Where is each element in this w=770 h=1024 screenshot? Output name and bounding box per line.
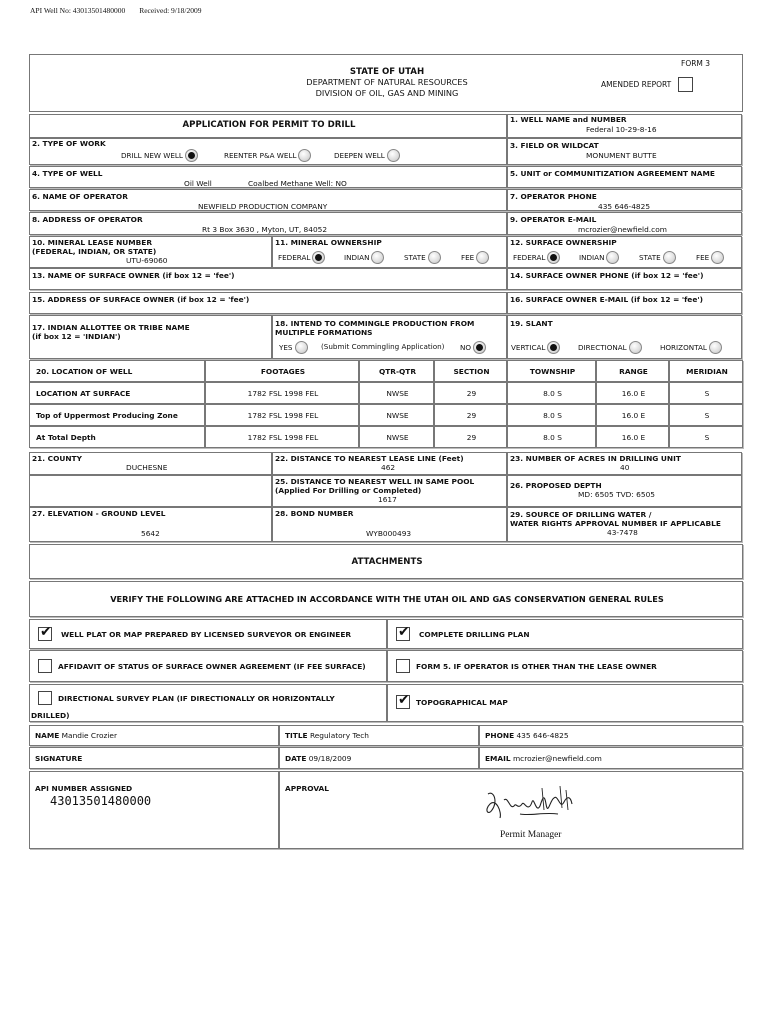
- depth-box: [507, 475, 742, 507]
- lease-line-label: 22. DISTANCE TO NEAREST LEASE LINE (Feet): [275, 454, 464, 463]
- attachments-header: [29, 544, 743, 579]
- table-cell[interactable]: 1782 FSL 1998 FEL: [205, 426, 359, 448]
- field-value[interactable]: MONUMENT BUTTE: [586, 151, 657, 160]
- check-mark-icon: ✔: [40, 624, 52, 640]
- table-cell[interactable]: 29: [434, 382, 507, 404]
- surface-owner-address-label: 15. ADDRESS OF SURFACE OWNER (if box 12 = 'fee'): [32, 295, 250, 304]
- slant-vertical-radio[interactable]: [547, 341, 560, 354]
- commingle-yes-option[interactable]: YES: [279, 341, 308, 354]
- table-cell[interactable]: S: [669, 404, 743, 426]
- bond-box: [272, 507, 507, 542]
- directional-survey-label-cont: DRILLED): [31, 711, 70, 720]
- api-number-box: [29, 771, 279, 849]
- check-mark-icon: ✔: [398, 692, 410, 708]
- well-name-label: 1. WELL NAME and NUMBER: [510, 115, 627, 124]
- table-cell[interactable]: 29: [434, 426, 507, 448]
- table-header-cell: TOWNSHIP: [507, 360, 596, 382]
- form5-checkbox[interactable]: [396, 659, 410, 673]
- operator-address-label: 8. ADDRESS OF OPERATOR: [32, 215, 143, 224]
- mineral-lease-value[interactable]: UTU-69060: [126, 256, 168, 265]
- attachment-affidavit[interactable]: [29, 650, 387, 682]
- check-mark-icon: ✔: [398, 624, 410, 640]
- depth-label: 26. PROPOSED DEPTH: [510, 481, 602, 490]
- commingle-sublabel: MULTIPLE FORMATIONS: [275, 328, 373, 337]
- title-value[interactable]: Regulatory Tech: [309, 731, 369, 740]
- approval-label: APPROVAL: [285, 784, 329, 793]
- indian-allottee-sublabel: (if box 12 = 'INDIAN'): [32, 332, 121, 341]
- commingle-no-option[interactable]: NO: [460, 341, 486, 354]
- phone-value[interactable]: 435 646-4825: [516, 731, 569, 740]
- email-label: EMAIL: [485, 754, 511, 763]
- table-cell[interactable]: 8.0 S: [507, 404, 596, 426]
- permit-manager: Permit Manager: [500, 830, 562, 840]
- commingle-yes-radio[interactable]: [295, 341, 308, 354]
- mineral-lease-label: 10. MINERAL LEASE NUMBER: [32, 238, 153, 247]
- mineral-ownership-label: 11. MINERAL OWNERSHIP: [275, 238, 382, 247]
- mineral-federal-radio[interactable]: [312, 251, 325, 264]
- county-value[interactable]: DUCHESNE: [126, 463, 168, 472]
- table-cell[interactable]: 29: [434, 404, 507, 426]
- surface-indian-option[interactable]: INDIAN: [579, 251, 619, 264]
- directional-survey-checkbox[interactable]: [38, 691, 52, 705]
- bond-label: 28. BOND NUMBER: [275, 509, 354, 518]
- amended-report-checkbox[interactable]: [678, 77, 693, 92]
- mineral-ownership-box: [272, 236, 507, 268]
- acres-box: [507, 452, 742, 475]
- page-header: [30, 6, 213, 15]
- commingle-no-radio[interactable]: [473, 341, 486, 354]
- form5-label: FORM 5. IF OPERATOR IS OTHER THAN THE LEASE OWNER: [416, 662, 657, 671]
- state-title: STATE OF UTAH: [349, 67, 425, 77]
- approval-signature-icon: [480, 780, 590, 830]
- deepen-well-option[interactable]: DEEPEN WELL: [334, 149, 400, 162]
- commingle-note: (Submit Commingling Application): [321, 342, 445, 351]
- date-box: [279, 747, 479, 769]
- surface-owner-name-label: 13. NAME OF SURFACE OWNER (if box 12 = 'fee'): [32, 271, 235, 280]
- type-of-well-box: [29, 166, 507, 188]
- table-cell[interactable]: 8.0 S: [507, 426, 596, 448]
- well-plat-label: WELL PLAT OR MAP PREPARED BY LICENSED SURVEYOR OR ENGINEER: [61, 630, 352, 639]
- reenter-pa-well-radio[interactable]: [298, 149, 311, 162]
- api-number-value[interactable]: 43013501480000: [50, 794, 152, 808]
- surface-owner-address-box[interactable]: [29, 292, 507, 314]
- table-cell[interactable]: 16.0 E: [596, 426, 669, 448]
- surface-fee-option[interactable]: FEE: [696, 251, 724, 264]
- operator-address-box: [29, 212, 507, 235]
- surface-owner-phone-label: 14. SURFACE OWNER PHONE (if box 12 = 'fee'): [510, 271, 704, 280]
- bond-value[interactable]: WYB000493: [366, 529, 412, 538]
- attachment-drilling-plan[interactable]: [387, 619, 743, 649]
- table-header-cell: FOOTAGES: [205, 360, 359, 382]
- api-number-label: API NUMBER ASSIGNED: [35, 784, 133, 793]
- mineral-fee-radio[interactable]: [476, 251, 489, 264]
- unit-agreement-box: [507, 166, 742, 188]
- table-cell[interactable]: 1782 FSL 1998 FEL: [205, 404, 359, 426]
- table-cell[interactable]: NWSE: [359, 404, 434, 426]
- slant-horizontal-radio[interactable]: [709, 341, 722, 354]
- lease-line-box: [272, 452, 507, 475]
- slant-label: 19. SLANT: [510, 319, 553, 328]
- table-cell[interactable]: S: [669, 426, 743, 448]
- table-cell[interactable]: NWSE: [359, 426, 434, 448]
- application-title: APPLICATION FOR PERMIT TO DRILL: [182, 120, 356, 130]
- surface-ownership-label: 12. SURFACE OWNERSHIP: [510, 238, 617, 247]
- topographical-map-checkbox[interactable]: [396, 692, 410, 709]
- field-label: 3. FIELD OR WILDCAT: [510, 141, 599, 150]
- form-number: FORM 3: [681, 59, 711, 68]
- title-box: [279, 725, 479, 746]
- slant-directional-option[interactable]: DIRECTIONAL: [578, 341, 642, 354]
- surface-federal-option[interactable]: FEDERAL: [513, 251, 560, 264]
- slant-vertical-option[interactable]: VERTICAL: [511, 341, 560, 354]
- title-block: [29, 54, 743, 112]
- deepen-well-radio[interactable]: [387, 149, 400, 162]
- surface-owner-email-label: 16. SURFACE OWNER E-MAIL (if box 12 = 'fee'): [510, 295, 703, 304]
- attachment-well-plat[interactable]: [29, 619, 387, 649]
- county-box: [29, 452, 272, 475]
- email-value[interactable]: mcrozier@newfield.com: [512, 754, 602, 763]
- attachment-topographical-map[interactable]: [387, 684, 743, 722]
- name-value[interactable]: Mandie Crozier: [61, 731, 117, 740]
- type-of-work-box: [29, 138, 507, 165]
- elevation-label: 27. ELEVATION - GROUND LEVEL: [32, 509, 166, 518]
- mineral-state-option[interactable]: STATE: [404, 251, 441, 264]
- surface-state-radio[interactable]: [663, 251, 676, 264]
- operator-email-box: [507, 212, 742, 235]
- directional-survey-label: DIRECTIONAL SURVEY PLAN (IF DIRECTIONALLY OR HORIZONTALLY: [58, 694, 335, 703]
- table-header-cell: 20. LOCATION OF WELL: [29, 360, 205, 382]
- table-cell[interactable]: 8.0 S: [507, 382, 596, 404]
- date-label: DATE: [285, 754, 307, 763]
- acres-label: 23. NUMBER OF ACRES IN DRILLING UNIT: [510, 454, 681, 463]
- nearest-well-value[interactable]: 1617: [378, 495, 397, 504]
- operator-name-value[interactable]: NEWFIELD PRODUCTION COMPANY: [198, 202, 328, 211]
- nearest-well-sublabel: (Applied For Drilling or Completed): [275, 486, 422, 495]
- table-header-cell: RANGE: [596, 360, 669, 382]
- elevation-value[interactable]: 5642: [141, 529, 160, 538]
- signature-label: SIGNATURE: [35, 754, 83, 763]
- oil-well-value[interactable]: Oil Well: [184, 179, 212, 188]
- operator-email-label: 9. OPERATOR E-MAIL: [510, 215, 597, 224]
- table-cell[interactable]: NWSE: [359, 382, 434, 404]
- indian-allottee-label: 17. INDIAN ALLOTTEE OR TRIBE NAME: [32, 323, 190, 332]
- unit-agreement-label: 5. UNIT or COMMUNITIZATION AGREEMENT NAME: [510, 169, 715, 178]
- department-title: DEPARTMENT OF NATURAL RESOURCES: [306, 77, 468, 87]
- drill-new-well-option[interactable]: DRILL NEW WELL: [121, 149, 198, 162]
- affidavit-checkbox[interactable]: [38, 659, 52, 673]
- operator-phone-value[interactable]: 435 646-4825: [598, 202, 651, 211]
- water-box: [507, 507, 742, 542]
- slant-box: [507, 315, 742, 359]
- division-title: DIVISION OF OIL, GAS AND MINING: [315, 88, 459, 98]
- well-name-box: [507, 114, 742, 138]
- drill-new-well-radio[interactable]: [185, 149, 198, 162]
- type-of-well-label: 4. TYPE OF WELL: [32, 169, 103, 178]
- water-label: 29. SOURCE OF DRILLING WATER /: [510, 510, 652, 519]
- attachments-title: ATTACHMENTS: [351, 557, 423, 567]
- mineral-federal-option[interactable]: FEDERAL: [278, 251, 325, 264]
- surface-federal-radio[interactable]: [547, 251, 560, 264]
- water-sublabel: WATER RIGHTS APPROVAL NUMBER IF APPLICABLE: [510, 519, 721, 528]
- name-box: [29, 725, 279, 746]
- table-row: Top of Uppermost Producing Zone: [29, 404, 205, 426]
- commingle-label: 18. INTEND TO COMMINGLE PRODUCTION FROM: [275, 319, 475, 328]
- mineral-indian-option[interactable]: INDIAN: [344, 251, 384, 264]
- title-label: TITLE: [285, 731, 308, 740]
- type-of-work-label: 2. TYPE OF WORK: [32, 139, 106, 148]
- field-box: [507, 138, 742, 165]
- depth-value[interactable]: MD: 6505 TVD: 6505: [578, 490, 655, 499]
- indian-allottee-box[interactable]: [29, 315, 272, 359]
- well-plat-checkbox[interactable]: [38, 624, 52, 641]
- phone-box: [479, 725, 743, 746]
- surface-fee-radio[interactable]: [711, 251, 724, 264]
- table-cell[interactable]: 16.0 E: [596, 404, 669, 426]
- acres-value[interactable]: 40: [620, 463, 630, 472]
- operator-name-label: 6. NAME OF OPERATOR: [32, 192, 128, 201]
- received-date: Received: 9/18/2009: [139, 6, 202, 15]
- table-header-cell: MERIDIAN: [669, 360, 743, 382]
- table-row: At Total Depth: [29, 426, 205, 448]
- county-label: 21. COUNTY: [32, 454, 82, 463]
- lease-line-value[interactable]: 462: [381, 463, 396, 472]
- surface-indian-radio[interactable]: [606, 251, 619, 264]
- signature-box[interactable]: [29, 747, 279, 769]
- date-value[interactable]: 09/18/2009: [308, 754, 352, 763]
- table-row: LOCATION AT SURFACE: [29, 382, 205, 404]
- surface-state-option[interactable]: STATE: [639, 251, 676, 264]
- operator-name-box: [29, 189, 507, 211]
- slant-directional-radio[interactable]: [629, 341, 642, 354]
- blank-box: [29, 475, 272, 507]
- api-well-number: API Well No: 43013501480000: [30, 6, 126, 15]
- drilling-plan-label: COMPLETE DRILLING PLAN: [419, 630, 530, 639]
- operator-email-value[interactable]: mcrozier@newfield.com: [578, 225, 667, 234]
- surface-owner-email-box[interactable]: [507, 292, 742, 314]
- water-value[interactable]: 43-7478: [607, 528, 638, 537]
- mineral-lease-sublabel: (FEDERAL, INDIAN, OR STATE): [32, 247, 157, 256]
- nearest-well-box: [272, 475, 507, 507]
- reenter-pa-well-option[interactable]: REENTER P&A WELL: [224, 149, 311, 162]
- table-header-cell: QTR-QTR: [359, 360, 434, 382]
- nearest-well-label: 25. DISTANCE TO NEAREST WELL IN SAME POOL: [275, 477, 475, 486]
- approval-box: [279, 771, 743, 849]
- phone-label: PHONE: [485, 731, 515, 740]
- operator-phone-box: [507, 189, 742, 211]
- topographical-map-label: TOPOGRAPHICAL MAP: [416, 698, 508, 707]
- attachment-directional-survey[interactable]: [29, 684, 387, 722]
- attachment-form5[interactable]: [387, 650, 743, 682]
- surface-owner-name-box[interactable]: [29, 268, 507, 290]
- email-box: [479, 747, 743, 769]
- name-label: NAME: [35, 731, 60, 740]
- well-name-value[interactable]: Federal 10-29-8-16: [586, 125, 657, 134]
- amended-report-label: AMENDED REPORT: [601, 80, 672, 89]
- affidavit-label: AFFIDAVIT OF STATUS OF SURFACE OWNER AGREEMENT (IF FEE SURFACE): [58, 662, 366, 671]
- table-cell[interactable]: 1782 FSL 1998 FEL: [205, 382, 359, 404]
- verify-box: [29, 581, 743, 617]
- verify-text: VERIFY THE FOLLOWING ARE ATTACHED IN ACCORDANCE WITH THE UTAH OIL AND GAS CONSERVATION GENERAL RULES: [110, 594, 664, 604]
- application-title-box: [29, 114, 507, 138]
- location-table: [29, 360, 743, 450]
- table-cell[interactable]: S: [669, 382, 743, 404]
- slant-horizontal-option[interactable]: HORIZONTAL: [660, 341, 722, 354]
- elevation-box: [29, 507, 272, 542]
- coalbed-methane-value[interactable]: Coalbed Methane Well: NO: [248, 179, 347, 188]
- surface-owner-phone-box[interactable]: [507, 268, 742, 290]
- drilling-plan-checkbox[interactable]: [396, 624, 410, 641]
- surface-ownership-box: [507, 236, 742, 268]
- table-header-cell: SECTION: [434, 360, 507, 382]
- mineral-lease-box: [29, 236, 272, 268]
- mineral-indian-radio[interactable]: [371, 251, 384, 264]
- mineral-fee-option[interactable]: FEE: [461, 251, 489, 264]
- operator-phone-label: 7. OPERATOR PHONE: [510, 192, 597, 201]
- commingle-box: [272, 315, 507, 359]
- table-cell[interactable]: 16.0 E: [596, 382, 669, 404]
- operator-address-value[interactable]: Rt 3 Box 3630 , Myton, UT, 84052: [202, 225, 328, 234]
- mineral-state-radio[interactable]: [428, 251, 441, 264]
